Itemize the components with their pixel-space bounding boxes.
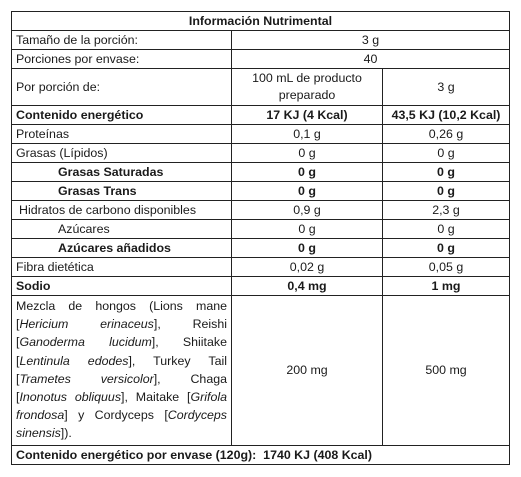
- per-portion-col1: 100 mL de producto preparado: [232, 69, 383, 106]
- row-label-sugars: Azúcares: [12, 220, 232, 239]
- row-label-saturated-fat: Grasas Saturadas: [12, 163, 232, 182]
- table-row: [12, 258, 510, 277]
- desc-species: Grifola frondosa: [16, 390, 227, 423]
- row-value1-fiber: 0,02 g: [232, 258, 383, 277]
- per-portion-label: Por porción de:: [12, 69, 232, 106]
- row-label-trans-fat: Grasas Trans: [12, 182, 232, 201]
- table-row: [12, 182, 510, 201]
- table-row: [12, 201, 510, 220]
- row-label-sodium: Sodio: [12, 277, 232, 296]
- row-label-energy: Contenido energético: [12, 106, 232, 125]
- row-value2-added-sugars: 0 g: [383, 239, 510, 258]
- servings-per-container-value: 40: [232, 50, 510, 69]
- row-value1-energy: 17 KJ (4 Kcal): [232, 106, 383, 125]
- servings-per-container-label: Porciones por envase:: [12, 50, 232, 69]
- mushroom-blend-value2: 500 mg: [383, 296, 510, 446]
- desc-text: ]).: [60, 426, 72, 441]
- row-value2-protein: 0,26 g: [383, 125, 510, 144]
- row-label-protein: Proteínas: [12, 125, 232, 144]
- desc-species: Hericium erinaceus: [19, 317, 154, 332]
- row-value2-sodium: 1 mg: [383, 277, 510, 296]
- desc-species: Ganoderma lucidum: [19, 335, 152, 350]
- row-value2-fiber: 0,05 g: [383, 258, 510, 277]
- desc-text: ], Turkey Tail [: [16, 353, 227, 386]
- per-portion-col2: 3 g: [383, 69, 510, 106]
- row-value2-saturated-fat: 0 g: [383, 163, 510, 182]
- table-row: [12, 277, 510, 296]
- footer-row: [12, 445, 510, 464]
- table-row: [12, 144, 510, 163]
- row-value1-protein: 0,1 g: [232, 125, 383, 144]
- row-value1-fat: 0 g: [232, 144, 383, 163]
- row-value2-trans-fat: 0 g: [383, 182, 510, 201]
- row-value1-carbs: 0,9 g: [232, 201, 383, 220]
- desc-text: ], Reishi [: [16, 317, 228, 350]
- row-value2-energy: 43,5 KJ (10,2 Kcal): [383, 106, 510, 125]
- desc-text: ], Maitake [: [121, 390, 191, 405]
- title-row: [12, 12, 510, 31]
- row-value1-sugars: 0 g: [232, 220, 383, 239]
- desc-text: ], Chaga [: [16, 371, 227, 405]
- desc-species: Lentinula edodes: [19, 353, 129, 368]
- row-value2-fat: 0 g: [383, 144, 510, 163]
- table-row: [12, 220, 510, 239]
- table-row: [12, 106, 510, 125]
- serving-size-row: [12, 31, 510, 50]
- mushroom-blend-row: [12, 296, 510, 446]
- serving-size-label: Tamaño de la porción:: [12, 31, 232, 50]
- row-value2-carbs: 2,3 g: [383, 201, 510, 220]
- row-label-fiber: Fibra dietética: [12, 258, 232, 277]
- table-title: Información Nutrimental: [12, 12, 510, 31]
- nutrition-facts-panel: [11, 11, 510, 465]
- row-value1-added-sugars: 0 g: [232, 239, 383, 258]
- mushroom-blend-value1: 200 mg: [232, 296, 383, 446]
- row-value1-sodium: 0,4 mg: [232, 277, 383, 296]
- per-portion-row: [12, 69, 510, 106]
- row-label-added-sugars: Azúcares añadidos: [12, 239, 232, 258]
- desc-species: Inonotus obliquus: [19, 390, 122, 405]
- servings-per-container-row: [12, 50, 510, 69]
- row-value1-saturated-fat: 0 g: [232, 163, 383, 182]
- mushroom-blend-description: [12, 296, 232, 446]
- desc-species: Trametes versicolor: [19, 371, 154, 386]
- table-row: [12, 125, 510, 144]
- row-label-fat: Grasas (Lípidos): [12, 144, 232, 163]
- row-value2-sugars: 0 g: [383, 220, 510, 239]
- nutrition-table: [11, 11, 510, 465]
- desc-text: ] y Cordyceps [: [64, 408, 168, 423]
- table-row: [12, 239, 510, 258]
- desc-text: ], Shiitake [: [16, 335, 227, 368]
- energy-per-container: Contenido energético por envase (120g): 1740 KJ (408 Kcal): [12, 445, 510, 464]
- serving-size-value: 3 g: [232, 31, 510, 50]
- desc-text: Mezcla de hongos (Lions mane [: [16, 299, 227, 332]
- row-label-carbs: Hidratos de carbono disponibles: [12, 201, 232, 220]
- desc-species: Cordyceps sinensis: [16, 408, 227, 441]
- table-row: [12, 163, 510, 182]
- row-value1-trans-fat: 0 g: [232, 182, 383, 201]
